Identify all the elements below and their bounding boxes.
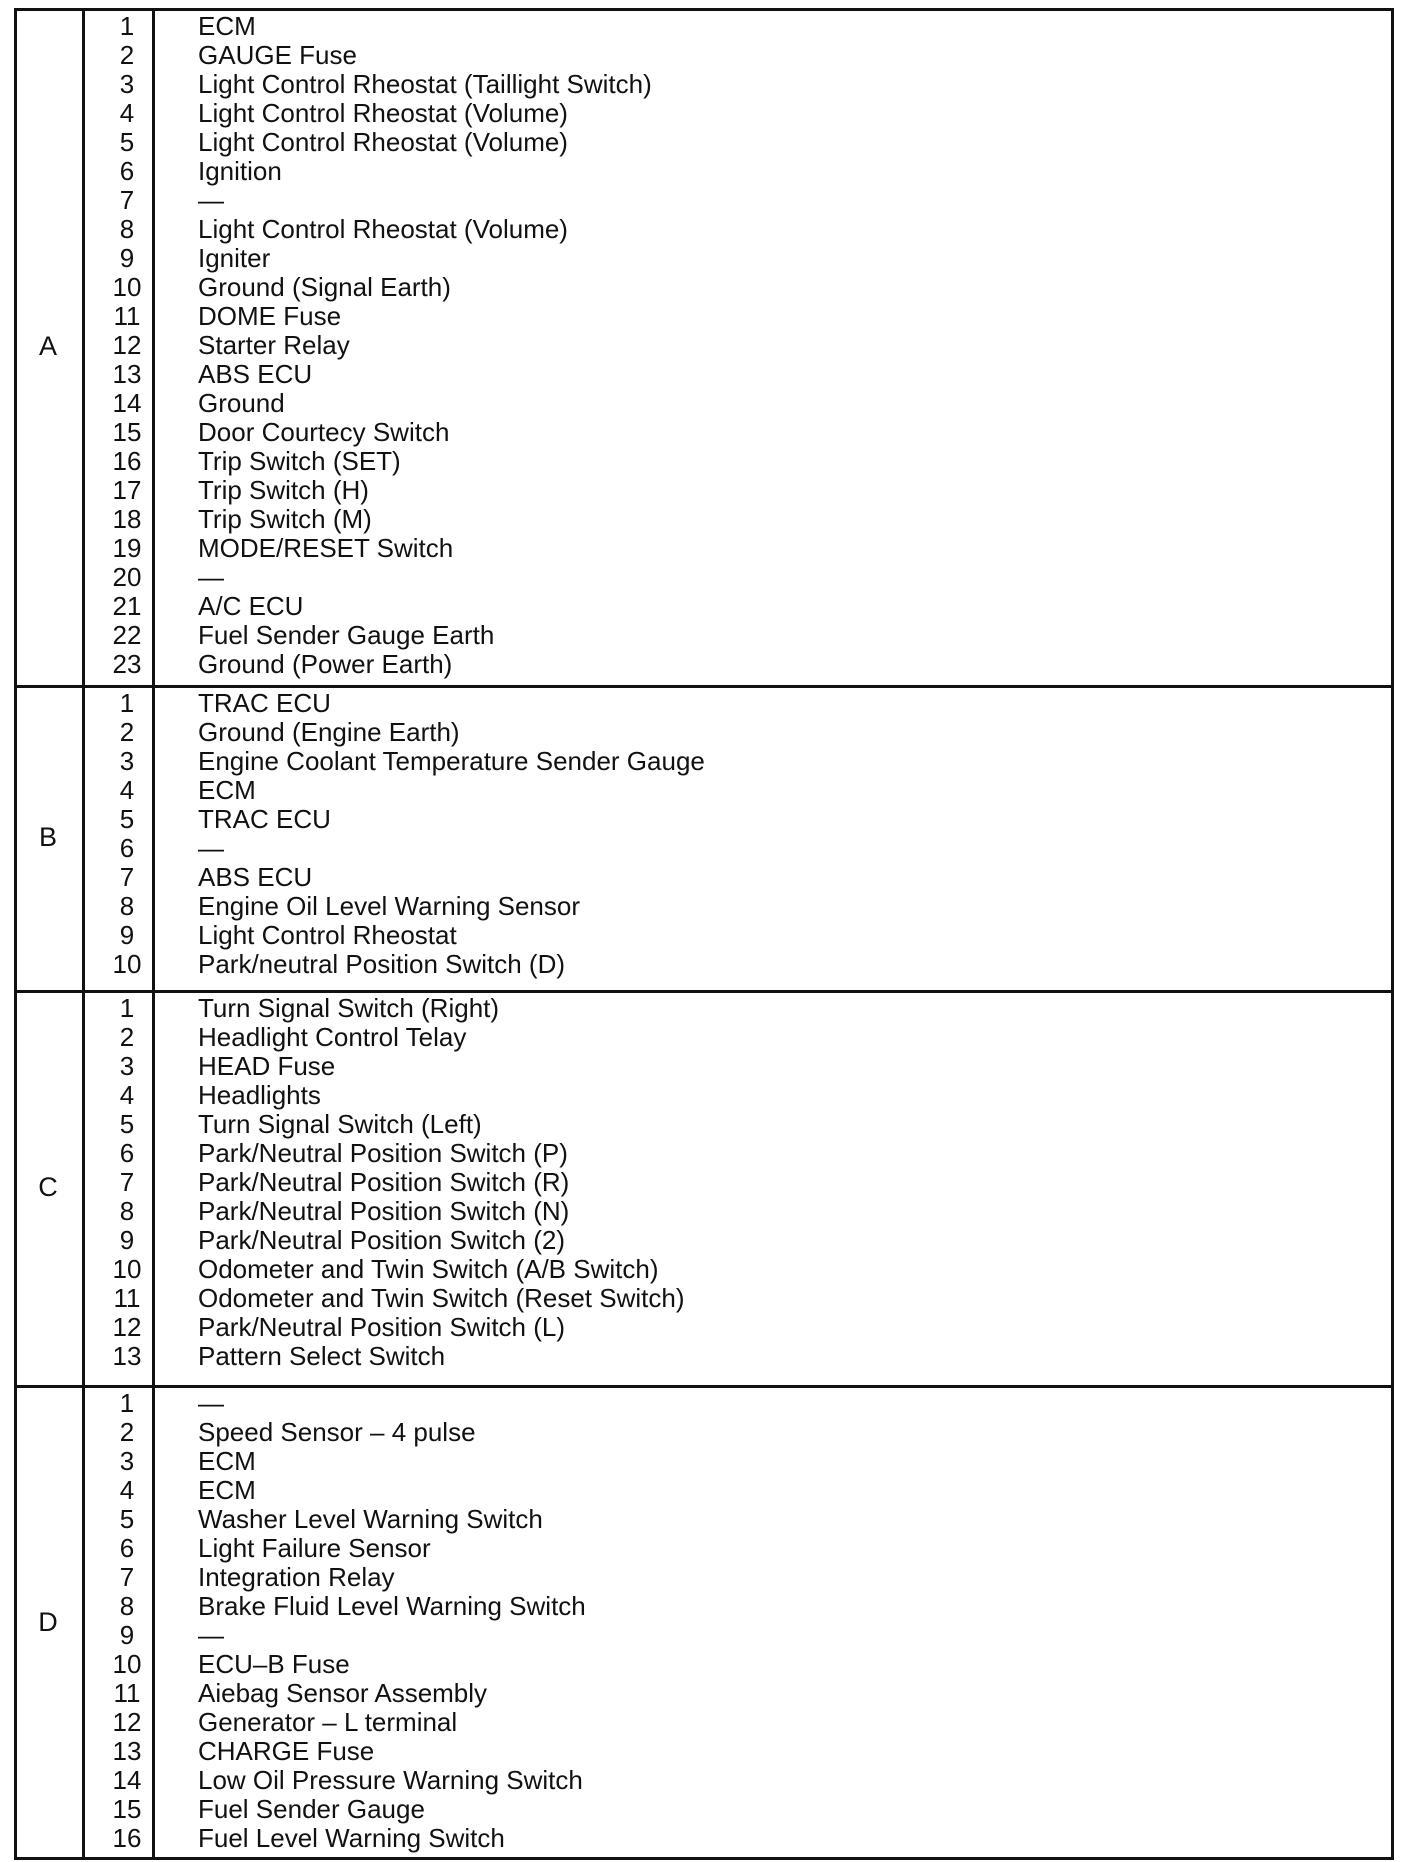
terminal-description: Igniter xyxy=(198,243,271,273)
terminal-number: 2 xyxy=(119,1417,135,1447)
table-row xyxy=(86,1795,1388,1824)
terminal-description: Park/Neutral Position Switch (P) xyxy=(198,1138,568,1168)
terminal-description: Integration Relay xyxy=(198,1562,395,1592)
terminal-number: 11 xyxy=(113,301,141,331)
terminal-description: ECM xyxy=(198,1475,256,1505)
table-row xyxy=(86,215,1388,244)
table-row xyxy=(86,718,1388,747)
terminal-description: Ignition xyxy=(198,156,282,186)
table-row xyxy=(86,1679,1388,1708)
terminal-description: GAUGE Fuse xyxy=(198,40,357,70)
terminal-number: 5 xyxy=(119,804,135,834)
terminal-description: HEAD Fuse xyxy=(198,1051,336,1081)
table-row xyxy=(86,1197,1388,1226)
terminal-number: 5 xyxy=(119,1504,135,1534)
table-row xyxy=(86,950,1388,979)
terminal-description: — xyxy=(198,1620,224,1650)
table-row xyxy=(86,302,1388,331)
table-row xyxy=(86,389,1388,418)
terminal-number: 9 xyxy=(119,1225,135,1255)
terminal-number: 7 xyxy=(119,862,135,892)
terminal-description: Headlights xyxy=(198,1080,321,1110)
table-row xyxy=(86,1418,1388,1447)
section-label: C xyxy=(38,1171,58,1202)
terminal-description: A/C ECU xyxy=(198,591,304,621)
terminal-description: ABS ECU xyxy=(198,359,313,389)
table-row xyxy=(86,805,1388,834)
terminal-number: 11 xyxy=(113,1678,141,1708)
terminal-description: ECM xyxy=(198,11,256,41)
terminal-number: 7 xyxy=(119,1562,135,1592)
terminal-number: 17 xyxy=(112,475,142,505)
terminal-number: 10 xyxy=(112,949,142,979)
table-row xyxy=(86,41,1388,70)
terminal-number: 20 xyxy=(112,562,142,592)
terminal-number: 13 xyxy=(112,1736,142,1766)
terminal-description: Aiebag Sensor Assembly xyxy=(198,1678,488,1708)
terminal-number: 18 xyxy=(112,504,142,534)
terminal-description: Trip Switch (M) xyxy=(198,504,372,534)
table-row xyxy=(86,1766,1388,1795)
terminal-description: Park/neutral Position Switch (D) xyxy=(198,949,566,979)
table-row xyxy=(86,157,1388,186)
table-row xyxy=(86,1081,1388,1110)
terminal-number: 6 xyxy=(119,156,135,186)
terminal-description: Door Courtecy Switch xyxy=(198,417,450,447)
table-row xyxy=(86,863,1388,892)
terminal-number: 1 xyxy=(119,1388,135,1418)
section-label: B xyxy=(38,821,57,852)
terminal-number: 9 xyxy=(119,243,135,273)
terminal-number: 7 xyxy=(119,1167,135,1197)
terminal-number: 8 xyxy=(119,1591,135,1621)
terminal-number: 1 xyxy=(119,11,135,41)
table-row xyxy=(86,689,1388,718)
terminal-number: 10 xyxy=(112,272,142,302)
table-row xyxy=(86,1563,1388,1592)
table-row xyxy=(86,1342,1388,1371)
section-label: D xyxy=(38,1606,58,1637)
table-row xyxy=(86,505,1388,534)
terminal-description: DOME Fuse xyxy=(198,301,342,331)
table-row xyxy=(86,1447,1388,1476)
table-row xyxy=(86,621,1388,650)
terminal-description: Pattern Select Switch xyxy=(198,1341,446,1371)
table-right-border xyxy=(1391,8,1394,1860)
terminal-description: CHARGE Fuse xyxy=(198,1736,375,1766)
table-row xyxy=(86,1708,1388,1737)
terminal-number: 16 xyxy=(112,1823,142,1853)
terminal-number: 10 xyxy=(112,1254,142,1284)
terminal-number: 2 xyxy=(119,717,135,747)
terminal-description: Ground xyxy=(198,388,285,418)
terminal-description: Light Control Rheostat (Volume) xyxy=(198,98,568,128)
table-row xyxy=(86,1505,1388,1534)
terminal-number: 8 xyxy=(119,214,135,244)
terminal-description: TRAC ECU xyxy=(198,688,331,718)
terminal-description: Starter Relay xyxy=(198,330,350,360)
terminal-number: 21 xyxy=(112,591,142,621)
terminal-description: Park/Neutral Position Switch (N) xyxy=(198,1196,570,1226)
terminal-description: Fuel Level Warning Switch xyxy=(198,1823,505,1853)
terminal-number: 2 xyxy=(119,40,135,70)
table-row xyxy=(86,563,1388,592)
table-row xyxy=(86,1284,1388,1313)
table-row xyxy=(86,99,1388,128)
terminal-description: Generator – L terminal xyxy=(198,1707,458,1737)
terminal-description: Odometer and Twin Switch (Reset Switch) xyxy=(198,1283,685,1313)
table-row xyxy=(86,12,1388,41)
terminal-number: 9 xyxy=(119,920,135,950)
table-row xyxy=(86,70,1388,99)
table-row xyxy=(86,128,1388,157)
terminal-description: Engine Coolant Temperature Sender Gauge xyxy=(198,746,705,776)
table-row xyxy=(86,921,1388,950)
terminal-description: Turn Signal Switch (Left) xyxy=(198,1109,482,1139)
terminal-number: 15 xyxy=(112,417,142,447)
terminal-description: Ground (Signal Earth) xyxy=(198,272,451,302)
terminal-table xyxy=(14,8,1394,1860)
table-row xyxy=(86,1824,1388,1853)
table-row xyxy=(86,1476,1388,1505)
table-row xyxy=(86,1052,1388,1081)
terminal-description: Ground (Power Earth) xyxy=(198,649,453,679)
terminal-description: ECU–B Fuse xyxy=(198,1649,350,1679)
terminal-description: MODE/RESET Switch xyxy=(198,533,454,563)
table-row xyxy=(86,747,1388,776)
terminal-number: 5 xyxy=(119,127,135,157)
table-row xyxy=(86,1255,1388,1284)
terminal-number: 3 xyxy=(119,1446,135,1476)
terminal-description: — xyxy=(198,562,224,592)
terminal-number: 3 xyxy=(119,746,135,776)
table-row xyxy=(86,1621,1388,1650)
terminal-number: 3 xyxy=(119,69,135,99)
table-row xyxy=(86,186,1388,215)
table-row xyxy=(86,1139,1388,1168)
terminal-description: Headlight Control Telay xyxy=(198,1022,467,1052)
table-row xyxy=(86,834,1388,863)
table-row xyxy=(86,331,1388,360)
terminal-number: 13 xyxy=(112,359,142,389)
terminal-number: 3 xyxy=(119,1051,135,1081)
table-row xyxy=(86,476,1388,505)
terminal-number: 12 xyxy=(112,1707,142,1737)
table-row xyxy=(86,447,1388,476)
terminal-number: 11 xyxy=(113,1283,141,1313)
table-row xyxy=(86,650,1388,679)
terminal-number: 9 xyxy=(119,1620,135,1650)
terminal-number: 1 xyxy=(119,993,135,1023)
table-row xyxy=(86,1592,1388,1621)
terminal-description: Park/Neutral Position Switch (L) xyxy=(198,1312,566,1342)
terminal-description: Light Control Rheostat (Taillight Switch) xyxy=(198,69,652,99)
table-row xyxy=(86,273,1388,302)
terminal-number: 8 xyxy=(119,1196,135,1226)
table-row xyxy=(86,994,1388,1023)
terminal-number: 6 xyxy=(119,1138,135,1168)
section-divider xyxy=(14,1385,1394,1388)
terminal-number: 16 xyxy=(112,446,142,476)
table-row xyxy=(86,1023,1388,1052)
terminal-number: 4 xyxy=(119,98,135,128)
terminal-description: Light Control Rheostat (Volume) xyxy=(198,214,568,244)
terminal-number: 22 xyxy=(112,620,142,650)
terminal-number: 19 xyxy=(112,533,142,563)
terminal-number: 6 xyxy=(119,833,135,863)
terminal-description: Park/Neutral Position Switch (2) xyxy=(198,1225,566,1255)
terminal-number: 1 xyxy=(119,688,135,718)
table-row xyxy=(86,418,1388,447)
table-row xyxy=(86,1650,1388,1679)
table-row xyxy=(86,1313,1388,1342)
terminal-description: Engine Oil Level Warning Sensor xyxy=(198,891,581,921)
terminal-description: TRAC ECU xyxy=(198,804,331,834)
terminal-description: Turn Signal Switch (Right) xyxy=(198,993,500,1023)
terminal-description: Trip Switch (H) xyxy=(198,475,369,505)
terminal-description: — xyxy=(198,1388,224,1418)
terminal-description: Brake Fluid Level Warning Switch xyxy=(198,1591,586,1621)
table-row xyxy=(86,1389,1388,1418)
terminal-number: 10 xyxy=(112,1649,142,1679)
terminal-description: Light Failure Sensor xyxy=(198,1533,431,1563)
terminal-number: 14 xyxy=(112,388,142,418)
section-divider xyxy=(14,685,1394,688)
terminal-number: 7 xyxy=(119,185,135,215)
table-row xyxy=(86,592,1388,621)
table-row xyxy=(86,244,1388,273)
terminal-description: — xyxy=(198,833,224,863)
table-row xyxy=(86,1226,1388,1255)
terminal-description: ECM xyxy=(198,1446,256,1476)
terminal-number: 5 xyxy=(119,1109,135,1139)
table-row xyxy=(86,534,1388,563)
terminal-number: 4 xyxy=(119,1475,135,1505)
terminal-description: ECM xyxy=(198,775,256,805)
terminal-number: 2 xyxy=(119,1022,135,1052)
table-row xyxy=(86,776,1388,805)
terminal-description: Light Control Rheostat xyxy=(198,920,457,950)
terminal-number: 4 xyxy=(119,775,135,805)
terminal-number: 6 xyxy=(119,1533,135,1563)
terminal-description: Ground (Engine Earth) xyxy=(198,717,460,747)
terminal-number: 12 xyxy=(112,1312,142,1342)
terminal-number: 14 xyxy=(112,1765,142,1795)
terminal-description: Fuel Sender Gauge xyxy=(198,1794,425,1824)
table-row xyxy=(86,1110,1388,1139)
terminal-description: ABS ECU xyxy=(198,862,313,892)
terminal-description: Light Control Rheostat (Volume) xyxy=(198,127,568,157)
section-divider xyxy=(14,990,1394,993)
section-label: A xyxy=(38,330,57,361)
table-row xyxy=(86,360,1388,389)
terminal-description: Fuel Sender Gauge Earth xyxy=(198,620,495,650)
terminal-number: 23 xyxy=(112,649,142,679)
terminal-description: — xyxy=(198,185,224,215)
table-row xyxy=(86,1737,1388,1766)
terminal-description: Washer Level Warning Switch xyxy=(198,1504,543,1534)
terminal-description: Odometer and Twin Switch (A/B Switch) xyxy=(198,1254,659,1284)
table-bottom-border xyxy=(14,1857,1394,1860)
table-row xyxy=(86,1168,1388,1197)
terminal-description: Park/Neutral Position Switch (R) xyxy=(198,1167,570,1197)
terminal-number: 4 xyxy=(119,1080,135,1110)
terminal-number: 12 xyxy=(112,330,142,360)
terminal-description: Speed Sensor – 4 pulse xyxy=(198,1417,476,1447)
terminal-number: 8 xyxy=(119,891,135,921)
terminal-number: 15 xyxy=(112,1794,142,1824)
table-row xyxy=(86,1534,1388,1563)
table-row xyxy=(86,892,1388,921)
terminal-number: 13 xyxy=(112,1341,142,1371)
label-column-divider xyxy=(82,8,85,1860)
terminal-description: Low Oil Pressure Warning Switch xyxy=(198,1765,583,1795)
terminal-description: Trip Switch (SET) xyxy=(198,446,401,476)
